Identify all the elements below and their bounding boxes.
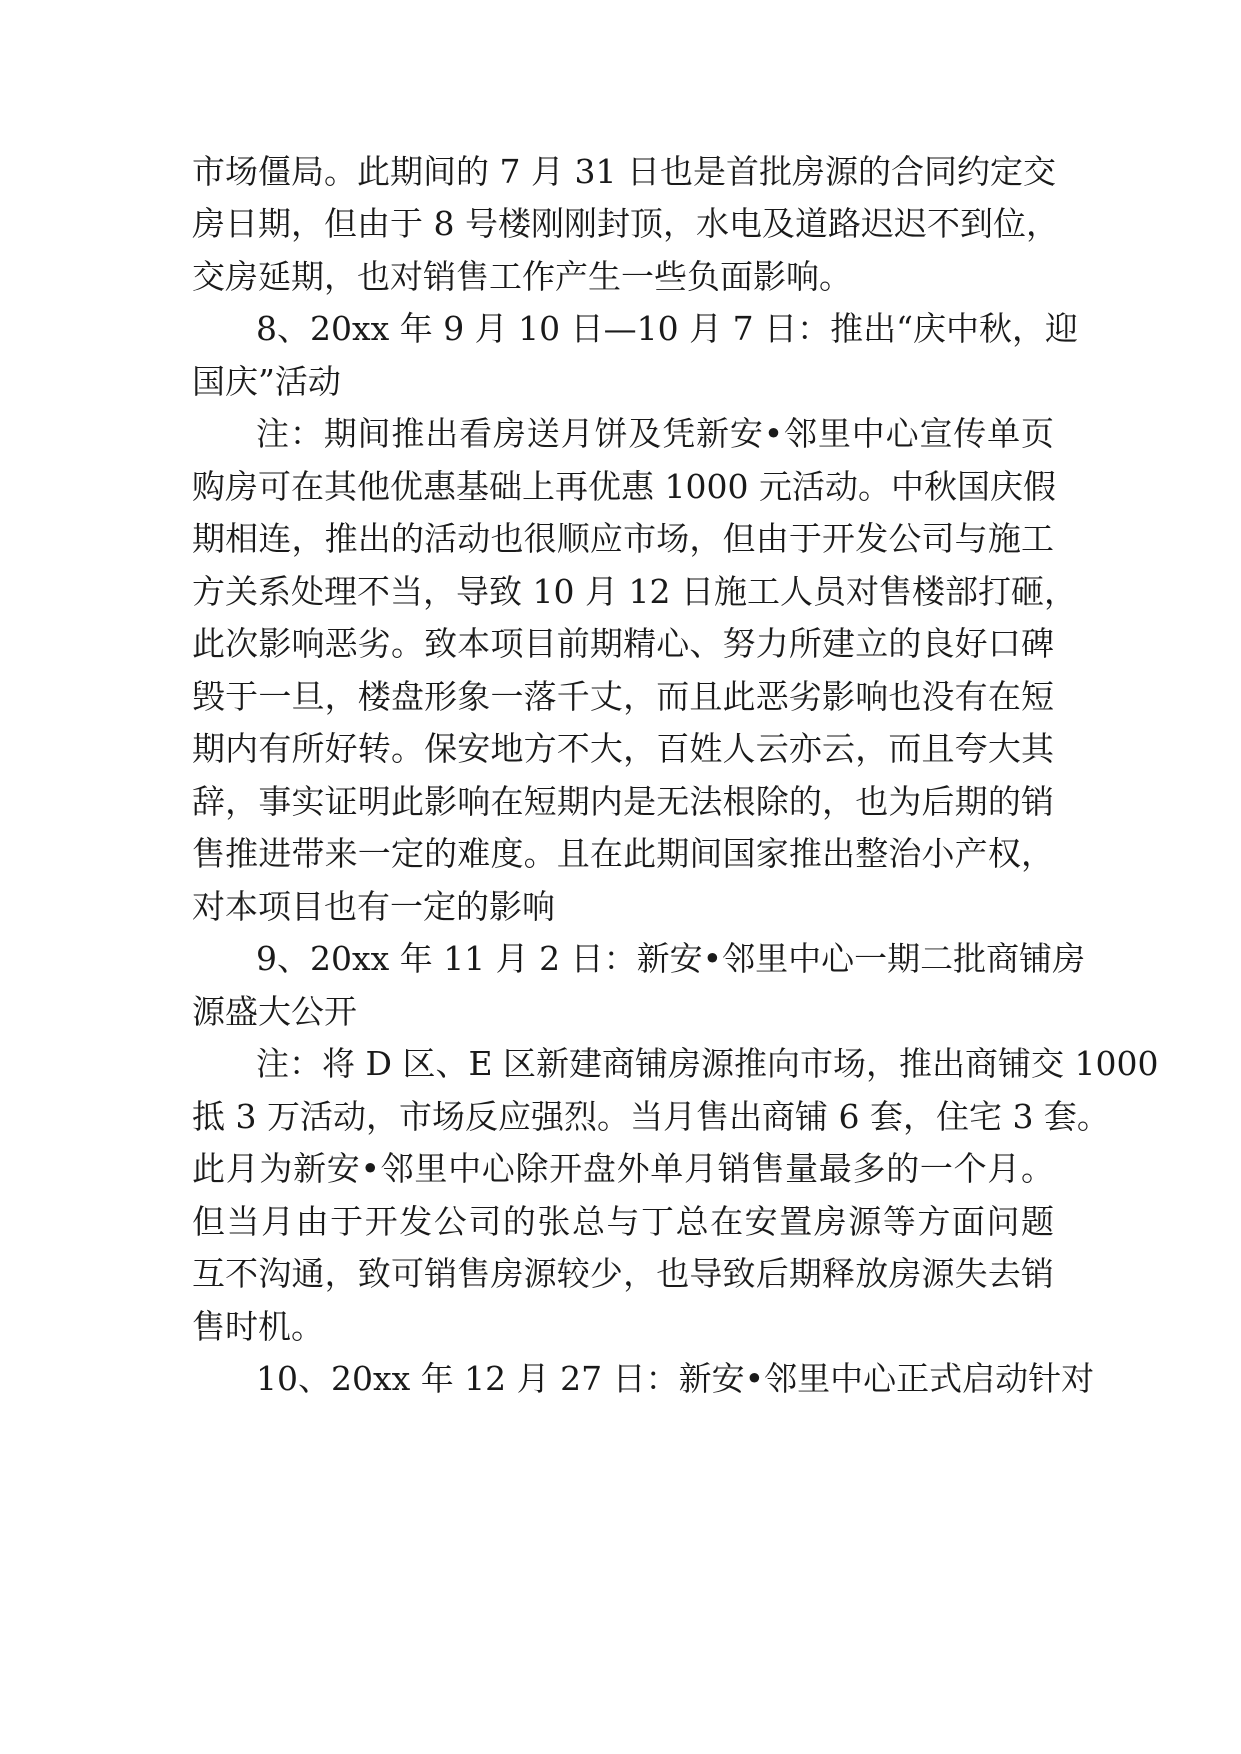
text-line: 辞，事实证明此影响在短期内是无法根除的，也为后期的销	[192, 782, 1054, 821]
section-heading-line: 10、20xx 年 12 月 27 日：新安•邻里中心正式启动针对	[256, 1359, 1095, 1398]
text-line: 对本项目也有一定的影响	[192, 887, 555, 926]
section-heading-line: 源盛大公开	[192, 992, 357, 1031]
text-line: 互不沟通，致可销售房源较少，也导致后期释放房源失去销	[192, 1254, 1054, 1293]
text-line: 市场僵局。此期间的 7 月 31 日也是首批房源的合同约定交	[192, 152, 1056, 191]
text-line: 房日期，但由于 8 号楼刚刚封顶，水电及道路迟迟不到位，	[192, 204, 1059, 243]
text-line: 期内有所好转。保安地方不大，百姓人云亦云，而且夸大其	[192, 729, 1054, 768]
note-line: 注：将 D 区、E 区新建商铺房源推向市场，推出商铺交 1000	[256, 1044, 1159, 1083]
text-line: 期相连，推出的活动也很顺应市场，但由于开发公司与施工	[192, 519, 1054, 558]
section-heading-line: 国庆”活动	[192, 362, 341, 401]
text-line: 方关系处理不当，导致 10 月 12 日施工人员对售楼部打砸，	[192, 572, 1077, 611]
text-line: 售时机。	[192, 1307, 324, 1346]
section-heading-line: 9、20xx 年 11 月 2 日：新安•邻里中心一期二批商铺房	[256, 939, 1086, 978]
note-line: 注：期间推出看房送月饼及凭新安•邻里中心宣传单页	[256, 414, 1054, 453]
text-line: 但当月由于开发公司的张总与丁总在安置房源等方面问题	[192, 1202, 1054, 1241]
text-line: 交房延期，也对销售工作产生一些负面影响。	[192, 257, 852, 296]
text-line: 此月为新安•邻里中心除开盘外单月销售量最多的一个月。	[192, 1149, 1054, 1188]
text-line: 抵 3 万活动，市场反应强烈。当月售出商铺 6 套，住宅 3 套。	[192, 1097, 1110, 1136]
text-line: 此次影响恶劣。致本项目前期精心、努力所建立的良好口碑	[192, 624, 1054, 663]
text-line: 售推进带来一定的难度。且在此期间国家推出整治小产权，	[192, 834, 1054, 873]
section-heading-line: 8、20xx 年 9 月 10 日—10 月 7 日：推出“庆中秋，迎	[256, 309, 1078, 348]
text-line: 毁于一旦，楼盘形象一落千丈，而且此恶劣影响也没有在短	[192, 677, 1054, 716]
text-line: 购房可在其他优惠基础上再优惠 1000 元活动。中秋国庆假	[192, 467, 1056, 506]
